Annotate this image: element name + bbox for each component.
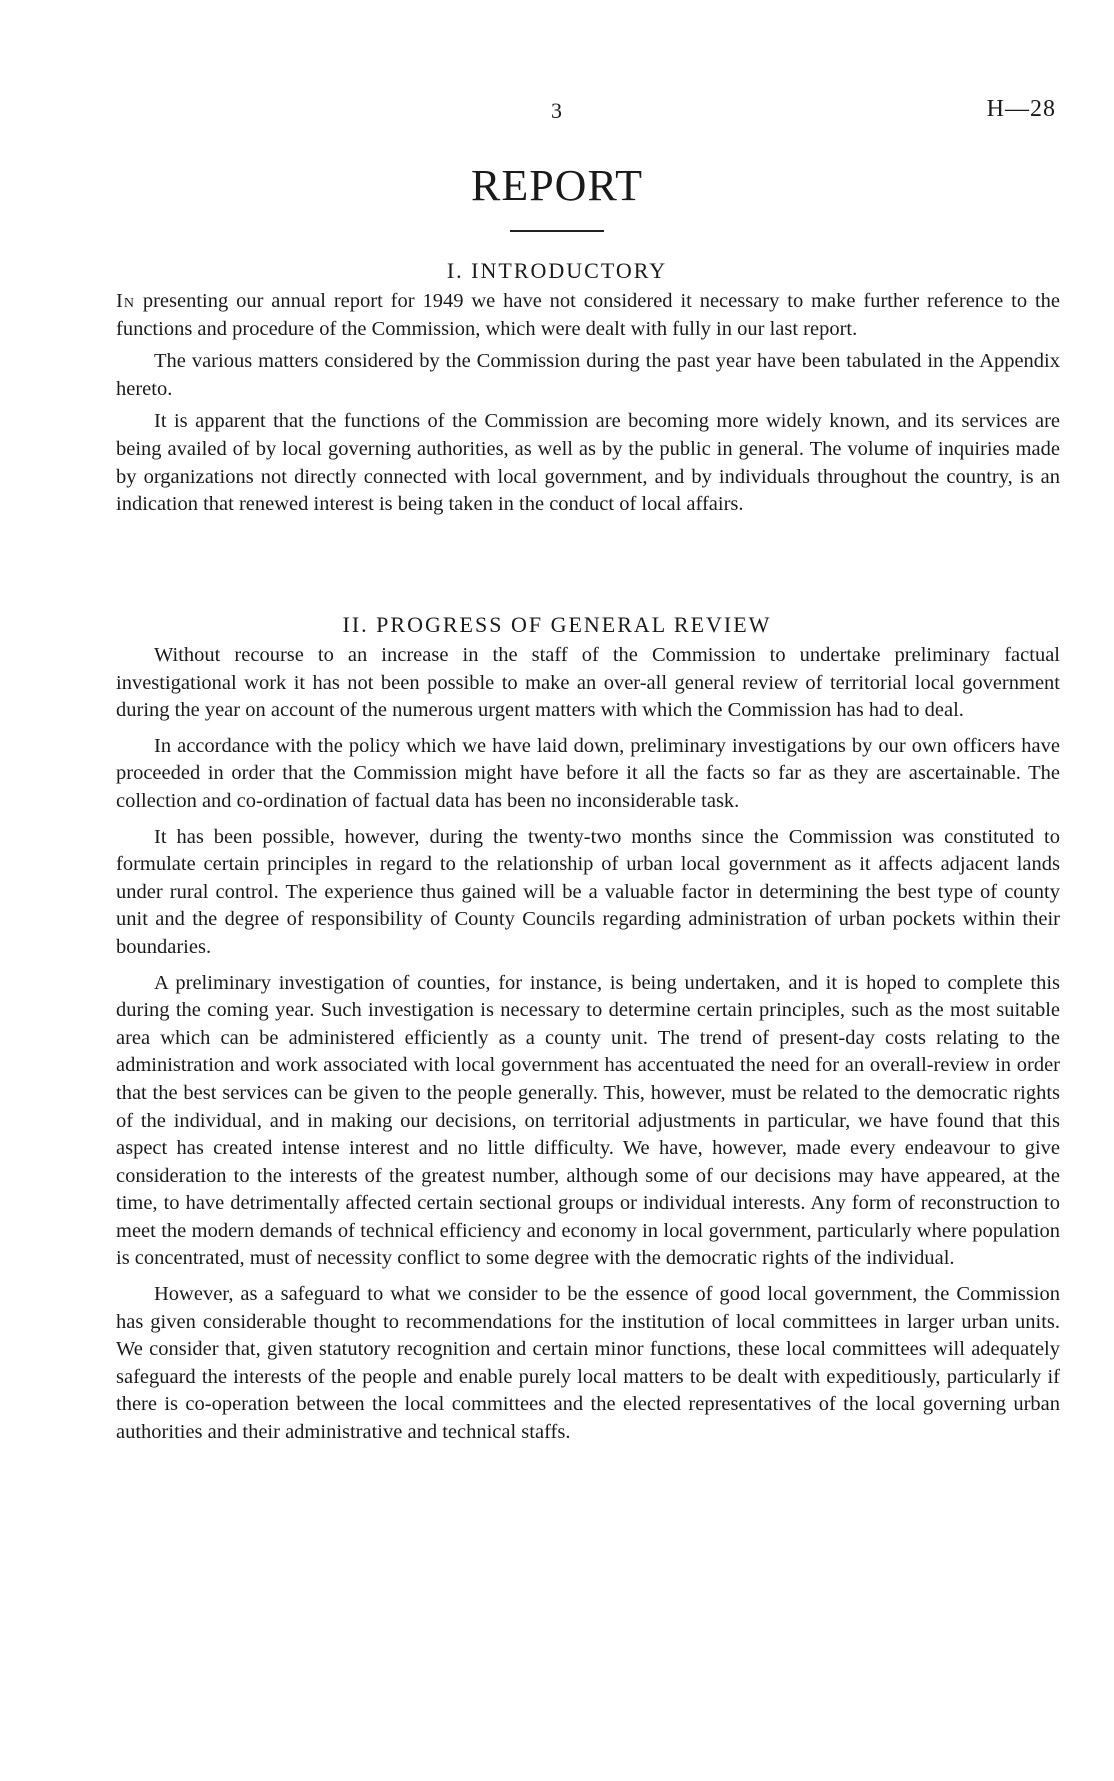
paragraph: Without recourse to an increase in the staff of the Commission to undertake preliminary factual investigational work it has not been possible to make an over-all general review of territorial local government during the year on account of the numerous urgent matters with which the Commission has had to deal. [116,644,1060,722]
document-code: H—28 [986,96,1056,122]
paragraph [116,288,1060,343]
lead-word: In [116,290,135,312]
title-rule [510,230,604,232]
paragraph: It is apparent that the functions of the Commission are becoming more widely known, and its services are being availed of by local governing authorities, as well as by the public in general. The volume of inquiries made by organizations not directly connected with local government, and by individuals throughout the country, is an indication that renewed interest is being taken in the conduct of local affairs. [116,410,1060,516]
page-number: 3 [551,98,563,123]
section-heading-introductory: I. INTRODUCTORY [446,258,668,283]
paragraph-text: presenting our annual report for 1949 we have not considered it necessary to make further reference to the functions and procedure of the Commission, which were dealt with fully in our last report. [116,290,1060,340]
paragraph: A preliminary investigation of counties, for instance, is being undertaken, and it is hoped to complete this during the coming year. Such investigation is necessary to determine certain principles, such as the most suitable area which can be administered efficiently as a county unit. The trend of present-day costs relating to the administration and work associated with local government has accentuated the need for an overall-review in order that the best services can be given to the people generally. This, however, must be related to the democratic rights of the individual, and in making our decisions, on territorial adjustments in particular, we have found that this aspect has created intense interest and no little difficulty. We have, however, made every endeavour to give consideration to the interests of the greatest number, although some of our decisions may have appeared, at the time, to have detrimentally affected certain sectional groups or individual interests. Any form of reconstruction to meet the modern demands of technical efficiency and economy in local government, particularly where population is concentrated, must of necessity conflict to some degree with the democratic rights of the individual. [116,971,1060,1270]
paragraph: However, as a safeguard to what we consider to be the essence of good local government, the Commission has given considerable thought to recommendations for the institution of local committees in larger urban units. We consider that, given statutory recognition and certain minor functions, these local committees will adequately safeguard the interests of the people and enable purely local matters to be dealt with expeditiously, particularly if there is co-operation between the local committees and the elected representatives of the local governing urban authorities and their administrative and technical staffs. [116,1283,1060,1444]
section-progress-body [116,642,1060,1447]
section-introductory-body [116,288,1060,519]
paragraph: The various matters considered by the Commission during the past year have been tabulated in the Appendix hereto. [116,350,1060,400]
paragraph: It has been possible, however, during the twenty-two months since the Commission was constituted to formulate certain principles in regard to the relationship of urban local government as it affects adjacent lands under rural control. The experience thus gained will be a valuable factor in determining the best type of county unit and the degree of responsibility of County Councils regarding administration of urban pockets within their boundaries. [116,825,1060,958]
paragraph: In accordance with the policy which we have laid down, preliminary investigations by our own officers have proceeded in order that the Commission might have before it all the facts so far as they are ascertainable. The collection and co-ordination of factual data has been no inconsiderable task. [116,734,1060,812]
section-heading-progress: II. PROGRESS OF GENERAL REVIEW [342,612,772,637]
report-title: REPORT [470,161,644,210]
